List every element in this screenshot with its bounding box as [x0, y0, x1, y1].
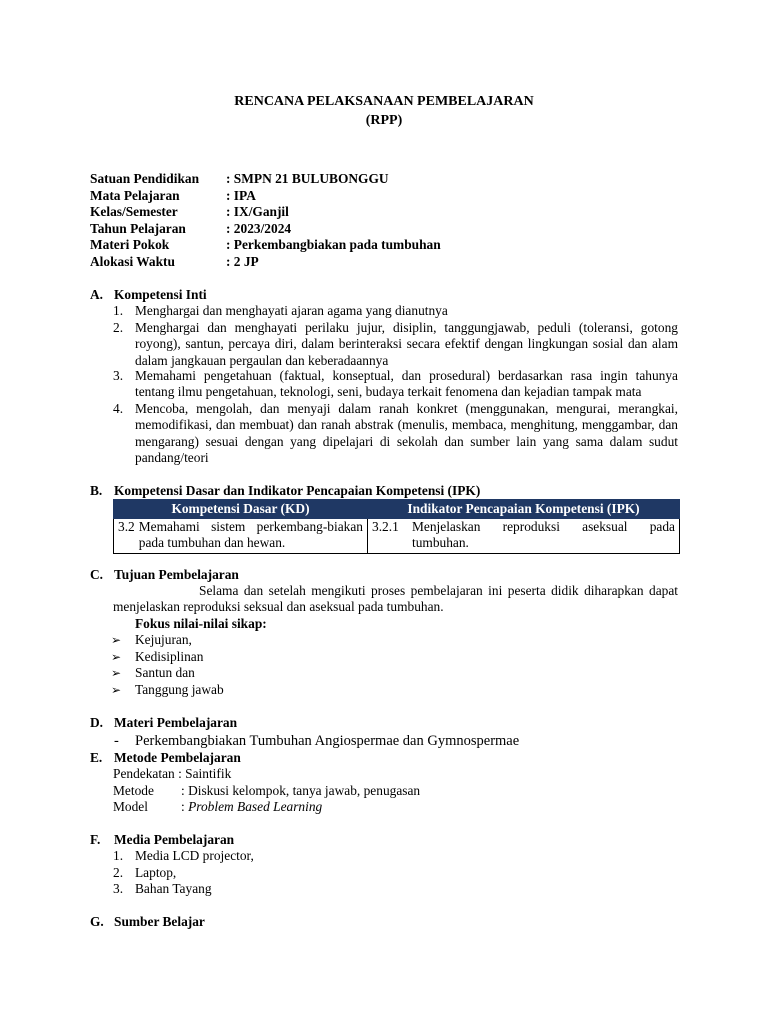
kd-number: 3.2	[118, 519, 135, 534]
list-item: Perkembangbiakan Tumbuhan Angiospermae dan Gymnospermae	[135, 733, 520, 749]
kd-text: Memahami sistem perkembang-biakan pada tumbuhan dan hewan.	[138, 519, 363, 551]
section-letter: C.	[90, 567, 104, 582]
arrow-bullet-icon: ➢	[111, 666, 122, 680]
tujuan-paragraph-line1: Selama dan setelah mengikuti proses pembelajaran ini peserta didik diharapkan dapat	[199, 583, 678, 598]
list-number: 3.	[113, 368, 124, 383]
table-header-kd: Kompetensi Dasar (KD)	[114, 500, 368, 519]
identity-value: : SMPN 21 BULUBONGGU	[226, 171, 389, 186]
section-title-media: Media Pembelajaran	[114, 832, 235, 847]
table-header-ipk: Indikator Pencapaian Kompetensi (IPK)	[368, 500, 680, 519]
section-letter: E.	[90, 750, 103, 765]
list-number: 2.	[113, 320, 124, 335]
section-letter: A.	[90, 287, 104, 302]
identity-label: Satuan Pendidikan	[90, 171, 200, 186]
metode-label: Metode	[113, 783, 154, 798]
ipk-number: 3.2.1	[372, 519, 399, 534]
kd-cell	[114, 519, 368, 554]
ipk-text: Menjelaskan reproduksi aseksual pada tumbuhan.	[412, 519, 675, 551]
section-letter: B.	[90, 483, 103, 498]
list-number: 3.	[113, 881, 124, 896]
section-letter: F.	[90, 832, 101, 847]
model-label: Model	[113, 799, 148, 814]
list-item: Santun dan	[135, 665, 195, 680]
arrow-bullet-icon: ➢	[111, 650, 122, 664]
list-item: Bahan Tayang	[135, 881, 212, 896]
fokus-nilai-title: Fokus nilai-nilai sikap:	[135, 616, 267, 631]
list-number: 2.	[113, 865, 124, 880]
table-header-row	[114, 500, 680, 519]
ipk-cell	[368, 519, 680, 554]
identity-label: Mata Pelajaran	[90, 188, 180, 203]
section-title-metode: Metode Pembelajaran	[114, 750, 241, 765]
arrow-bullet-icon: ➢	[111, 683, 122, 697]
list-item: Menghargai dan menghayati ajaran agama yang dianutnya	[135, 303, 448, 318]
list-item: Menghargai dan menghayati perilaku jujur, disiplin, tanggungjawab, peduli (toleransi, gotong royong), santun, percaya diri, dalam berinteraksi secara efektif dengan lingkungan sosial dan alam dalam jangkauan pergaulan dan keberadaannya	[135, 320, 678, 368]
document-subtitle: (RPP)	[365, 113, 403, 128]
arrow-bullet-icon: ➢	[111, 633, 122, 647]
tujuan-paragraph-line2: menjelaskan reproduksi seksual dan aseksual pada tumbuhan.	[113, 599, 444, 614]
list-number: 4.	[113, 401, 124, 416]
kd-ipk-table	[113, 499, 680, 554]
list-item: Kejujuran,	[135, 632, 192, 647]
section-title-materi: Materi Pembelajaran	[114, 715, 238, 730]
list-item: Media LCD projector,	[135, 848, 254, 863]
identity-label: Materi Pokok	[90, 237, 170, 252]
identity-value: : 2 JP	[226, 254, 259, 269]
section-title-kompetensi-inti: Kompetensi Inti	[114, 287, 207, 302]
section-letter: G.	[90, 914, 104, 929]
identity-label: Tahun Pelajaran	[90, 221, 186, 236]
section-letter: D.	[90, 715, 104, 730]
list-item: Memahami pengetahuan (faktual, konseptual, dan prosedural) berdasarkan rasa ingin tahunya tentang ilmu pengetahuan, teknologi, seni, budaya terkait fenomena dan kejadian tampak mata	[135, 368, 678, 400]
dash-bullet: -	[114, 733, 119, 749]
model-colon: :	[181, 799, 189, 814]
list-number: 1.	[113, 303, 124, 318]
list-item: Tanggung jawab	[135, 682, 224, 697]
section-title-kompetensi-dasar: Kompetensi Dasar dan Indikator Pencapaian Kompetensi (IPK)	[114, 483, 481, 498]
pendekatan-line: Pendekatan : Saintifik	[113, 766, 232, 781]
model-name: Problem Based Learning	[188, 799, 323, 814]
list-item: Kedisiplinan	[135, 649, 204, 664]
list-item: Mencoba, mengolah, dan menyaji dalam ranah konkret (menggunakan, mengurai, merangkai, memodifikasi, dan membuat) dan ranah abstrak (menulis, membaca, menghitung, menggambar, dan mengarang) sesuai dengan yang dipelajari di sekolah dan sumber lain yang sama dalam sudut pandang/teori	[135, 401, 678, 466]
model-value	[181, 799, 322, 815]
identity-value: : IX/Ganjil	[226, 204, 289, 219]
section-title-tujuan: Tujuan Pembelajaran	[114, 567, 239, 582]
identity-label: Alokasi Waktu	[90, 254, 175, 269]
document-title: RENCANA PELAKSANAAN PEMBELAJARAN	[234, 94, 534, 109]
identity-label: Kelas/Semester	[90, 204, 178, 219]
table-row	[114, 519, 680, 554]
identity-value: : Perkembangbiakan pada tumbuhan	[226, 237, 441, 252]
identity-value: : 2023/2024	[226, 221, 292, 236]
section-title-sumber: Sumber Belajar	[114, 914, 205, 929]
list-item: Laptop,	[135, 865, 177, 880]
identity-value: : IPA	[226, 188, 256, 203]
list-number: 1.	[113, 848, 124, 863]
metode-value: : Diskusi kelompok, tanya jawab, penugasan	[181, 783, 421, 798]
